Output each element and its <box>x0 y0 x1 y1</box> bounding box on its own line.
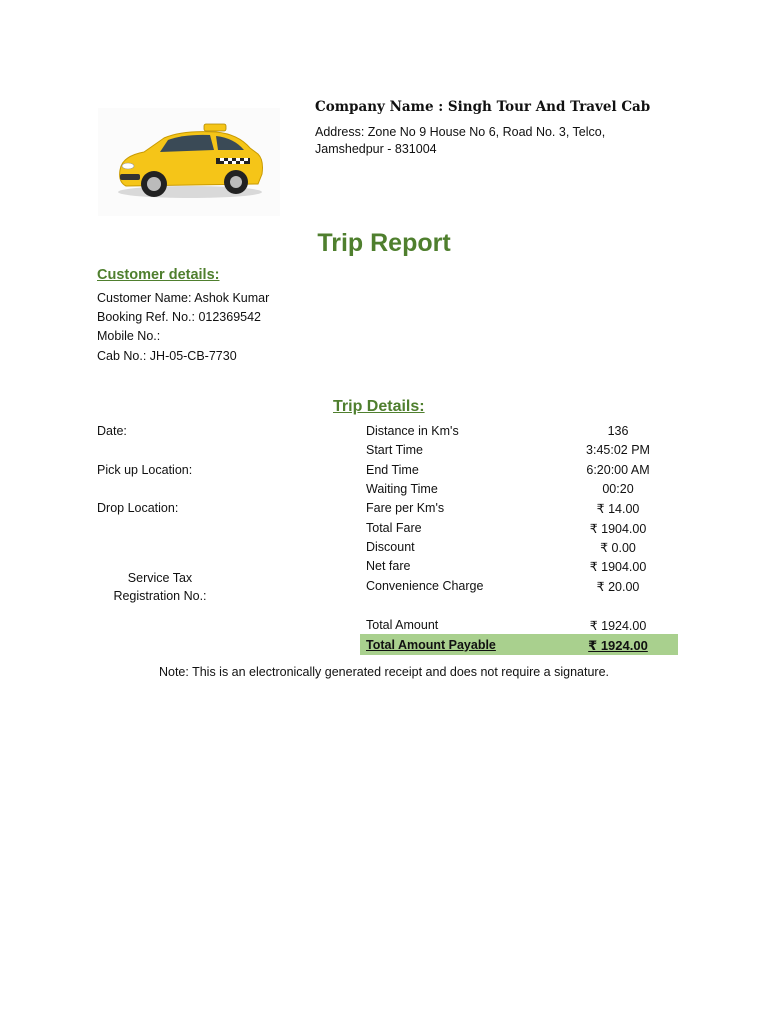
table-row-label: Fare per Km's <box>366 501 445 515</box>
table-row-value: 136 <box>607 424 629 438</box>
total-amount-label: Total Amount <box>366 618 439 632</box>
receipt-note: Note: This is an electronically generated receipt and does not require a signature. <box>158 665 610 679</box>
table-row-value: ₹ 1904.00 <box>589 522 647 536</box>
table-row-label: Discount <box>366 540 415 554</box>
total-payable-label: Total Amount Payable <box>366 638 496 652</box>
page-title: Trip Report <box>317 229 451 257</box>
table-row-label: Waiting Time <box>366 482 438 496</box>
table-row-label: Distance in Km's <box>366 424 459 438</box>
table-row-value: 00:20 <box>602 482 634 496</box>
trip-details-heading: Trip Details: <box>333 398 425 415</box>
booking-ref: Booking Ref. No.: 012369542 <box>97 310 262 324</box>
table-row-label: Start Time <box>366 443 423 457</box>
table-row-value: ₹ 1904.00 <box>589 560 647 574</box>
table-row-value: 6:20:00 AM <box>586 463 650 477</box>
table-row-value: ₹ 0.00 <box>600 541 636 555</box>
address-line-1: Address: Zone No 9 House No 6, Road No. 3, Telco, <box>315 125 606 139</box>
pickup-location-label: Pick up Location: <box>97 463 193 477</box>
total-amount-value: ₹ 1924.00 <box>589 619 647 633</box>
table-row-value: ₹ 14.00 <box>596 502 640 516</box>
table-row-value: ₹ 20.00 <box>596 580 640 594</box>
date-label: Date: <box>97 424 127 438</box>
company-address <box>315 124 605 158</box>
table-row-label: Total Fare <box>366 521 422 535</box>
cab-no: Cab No.: JH-05-CB-7730 <box>97 349 237 363</box>
customer-name: Customer Name: Ashok Kumar <box>97 291 270 305</box>
service-tax-line-2: Registration No.: <box>113 589 207 603</box>
address-line-2: Jamshedpur - 831004 <box>315 142 437 156</box>
table-row-label: Net fare <box>366 559 411 573</box>
table-row-value: 3:45:02 PM <box>586 443 650 457</box>
drop-location-label: Drop Location: <box>97 501 179 515</box>
taxi-car-icon <box>98 108 280 216</box>
company-name: Company Name : Singh Tour And Travel Cab <box>315 99 651 115</box>
table-row-label: End Time <box>366 463 419 477</box>
service-tax-line-1: Service Tax <box>127 571 193 585</box>
mobile-no: Mobile No.: <box>97 329 161 343</box>
customer-details-heading: Customer details: <box>97 267 220 283</box>
total-payable-value: ₹ 1924.00 <box>588 638 648 653</box>
table-row-label: Convenience Charge <box>366 579 484 593</box>
service-tax-label <box>95 569 225 605</box>
